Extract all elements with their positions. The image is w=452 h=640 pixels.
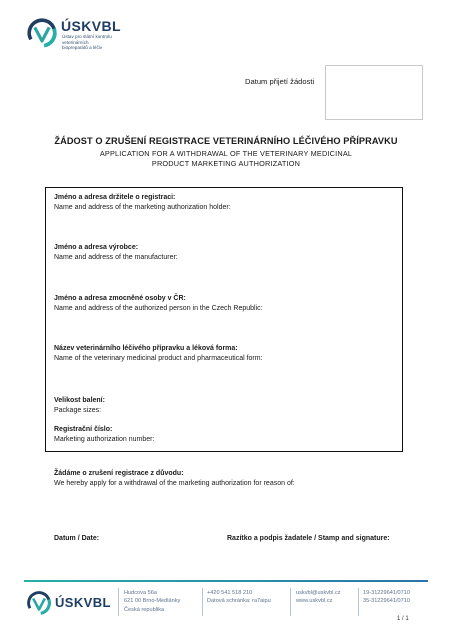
form-subtitle: APPLICATION FOR A WITHDRAWAL OF THE VETERINARY MEDICINAL PRODUCT MARKETING AUTHORIZATION xyxy=(99,149,353,168)
field-package-sizes[interactable]: Velikost balení: Package sizes: xyxy=(54,397,105,414)
receipt-date-label: Datum přijetí žádosti xyxy=(245,77,315,86)
footer-separator xyxy=(358,588,359,616)
brand-name: ÚSKVBL xyxy=(61,18,121,34)
uskvbl-logo-icon xyxy=(26,17,58,49)
footer-address: Hudcova 56a 621 00 Brno-Medlánky Česká republika xyxy=(124,590,181,613)
field-manufacturer[interactable]: Jméno a adresa výrobce: Name and address of the manufacturer: xyxy=(54,244,178,261)
footer-divider xyxy=(24,580,428,582)
footer-bank: 19-31229641/0710 35-31229641/0710 xyxy=(363,590,410,605)
footer-separator xyxy=(290,588,291,616)
uskvbl-logo-icon xyxy=(26,590,52,616)
date-label: Datum / Date: xyxy=(54,535,100,542)
footer-brand-name: ÚSKVBL xyxy=(55,595,111,610)
footer-web[interactable]: uskvbl@uskvbl.cz www.uskvbl.cz xyxy=(296,590,341,605)
field-registration-number[interactable]: Registrační číslo: Marketing authorization number: xyxy=(54,426,155,443)
footer-contact: +420 541 518 210 Datová schránka: ra7aipu xyxy=(207,590,271,605)
field-authorized-person[interactable]: Jméno a adresa zmocněné osoby v ČR: Name and address of the authorized person in the Czech Republic: xyxy=(54,295,263,312)
header-logo xyxy=(26,17,156,55)
footer-logo xyxy=(26,590,111,618)
field-holder[interactable]: Jméno a adresa držitele o registraci: Name and address of the marketing authorization holder: xyxy=(54,194,231,211)
brand-subtitle: Ústav pro státní kontrolu veterinárních biopreparátů a léčiv xyxy=(62,34,112,51)
field-product-name[interactable]: Název veterinárního léčivého přípravku a léková forma: Name of the veterinary medicinal product and pharmaceutical form: xyxy=(54,345,263,362)
footer-separator xyxy=(118,588,119,616)
form-title: ŽÁDOST O ZRUŠENÍ REGISTRACE VETERINÁRNÍHO LÉČIVÉHO PŘÍPRAVKU xyxy=(54,136,398,146)
page-number: 1 / 1 xyxy=(397,616,409,622)
receipt-date-box xyxy=(325,65,423,120)
footer-separator xyxy=(202,588,203,616)
stamp-signature-label: Razítko a podpis žadatele / Stamp and signature: xyxy=(227,535,390,542)
field-withdrawal-reason[interactable]: Žádáme o zrušení registrace z důvodu: We hereby apply for a withdrawal of the marketing authorization for reason of: xyxy=(54,470,295,487)
